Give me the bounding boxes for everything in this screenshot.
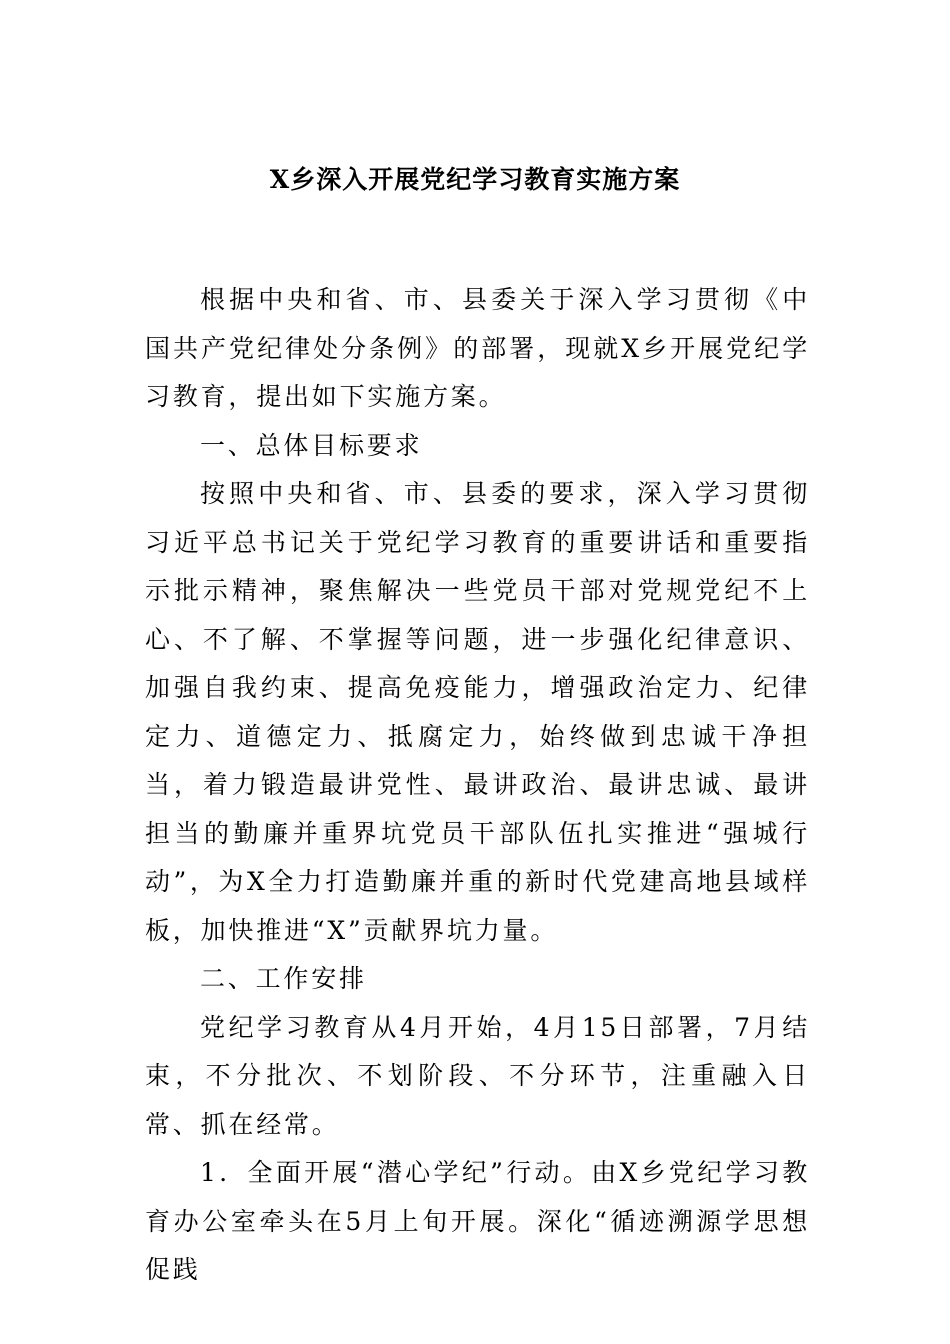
section-heading-arrangement: 二、工作安排 [200, 964, 367, 993]
section-heading-goals: 一、总体目标要求 [200, 430, 423, 460]
goals-paragraph: 按照中央和省、市、县委的要求，深入学习贯彻习近平总书记关于党纪学习教育的重要讲话和重要指示批示精神，聚焦解决一些党员干部对党规党纪不上心、不了解、不掌握等问题，进一步强化纪律意识、加强自我约束、提高免疫能力，增强政治定力、纪律定力、道德定力、抵腐定力，始终做到忠诚干净担当，着力锻造最讲党性、最讲政治、最讲忠诚、最讲担当的勤廉并重界坑党员干部队伍扎实推进“强城行动”，为X全力打造勤廉并重的新时代党建高地县域样板，加快推进“X”贡献界坑力量。 [145, 479, 810, 945]
item-1-paragraph: 1．全面开展“潜心学纪”行动。由X乡党纪学习教育办公室牵头在5月上旬开展。深化“循迹溯源学思想促践 [145, 1158, 810, 1284]
intro-paragraph: 根据中央和省、市、县委关于深入学习贯彻《中国共产党纪律处分条例》的部署，现就X乡开展党纪学习教育，提出如下实施方案。 [145, 285, 810, 411]
arrangement-paragraph: 党纪学习教育从4月开始，4月15日部署，7月结束，不分批次、不划阶段、不分环节，注重融入日常、抓在经常。 [145, 1012, 810, 1139]
document-body [145, 276, 810, 1295]
document-title: X乡深入开展党纪学习教育实施方案 [269, 165, 681, 194]
